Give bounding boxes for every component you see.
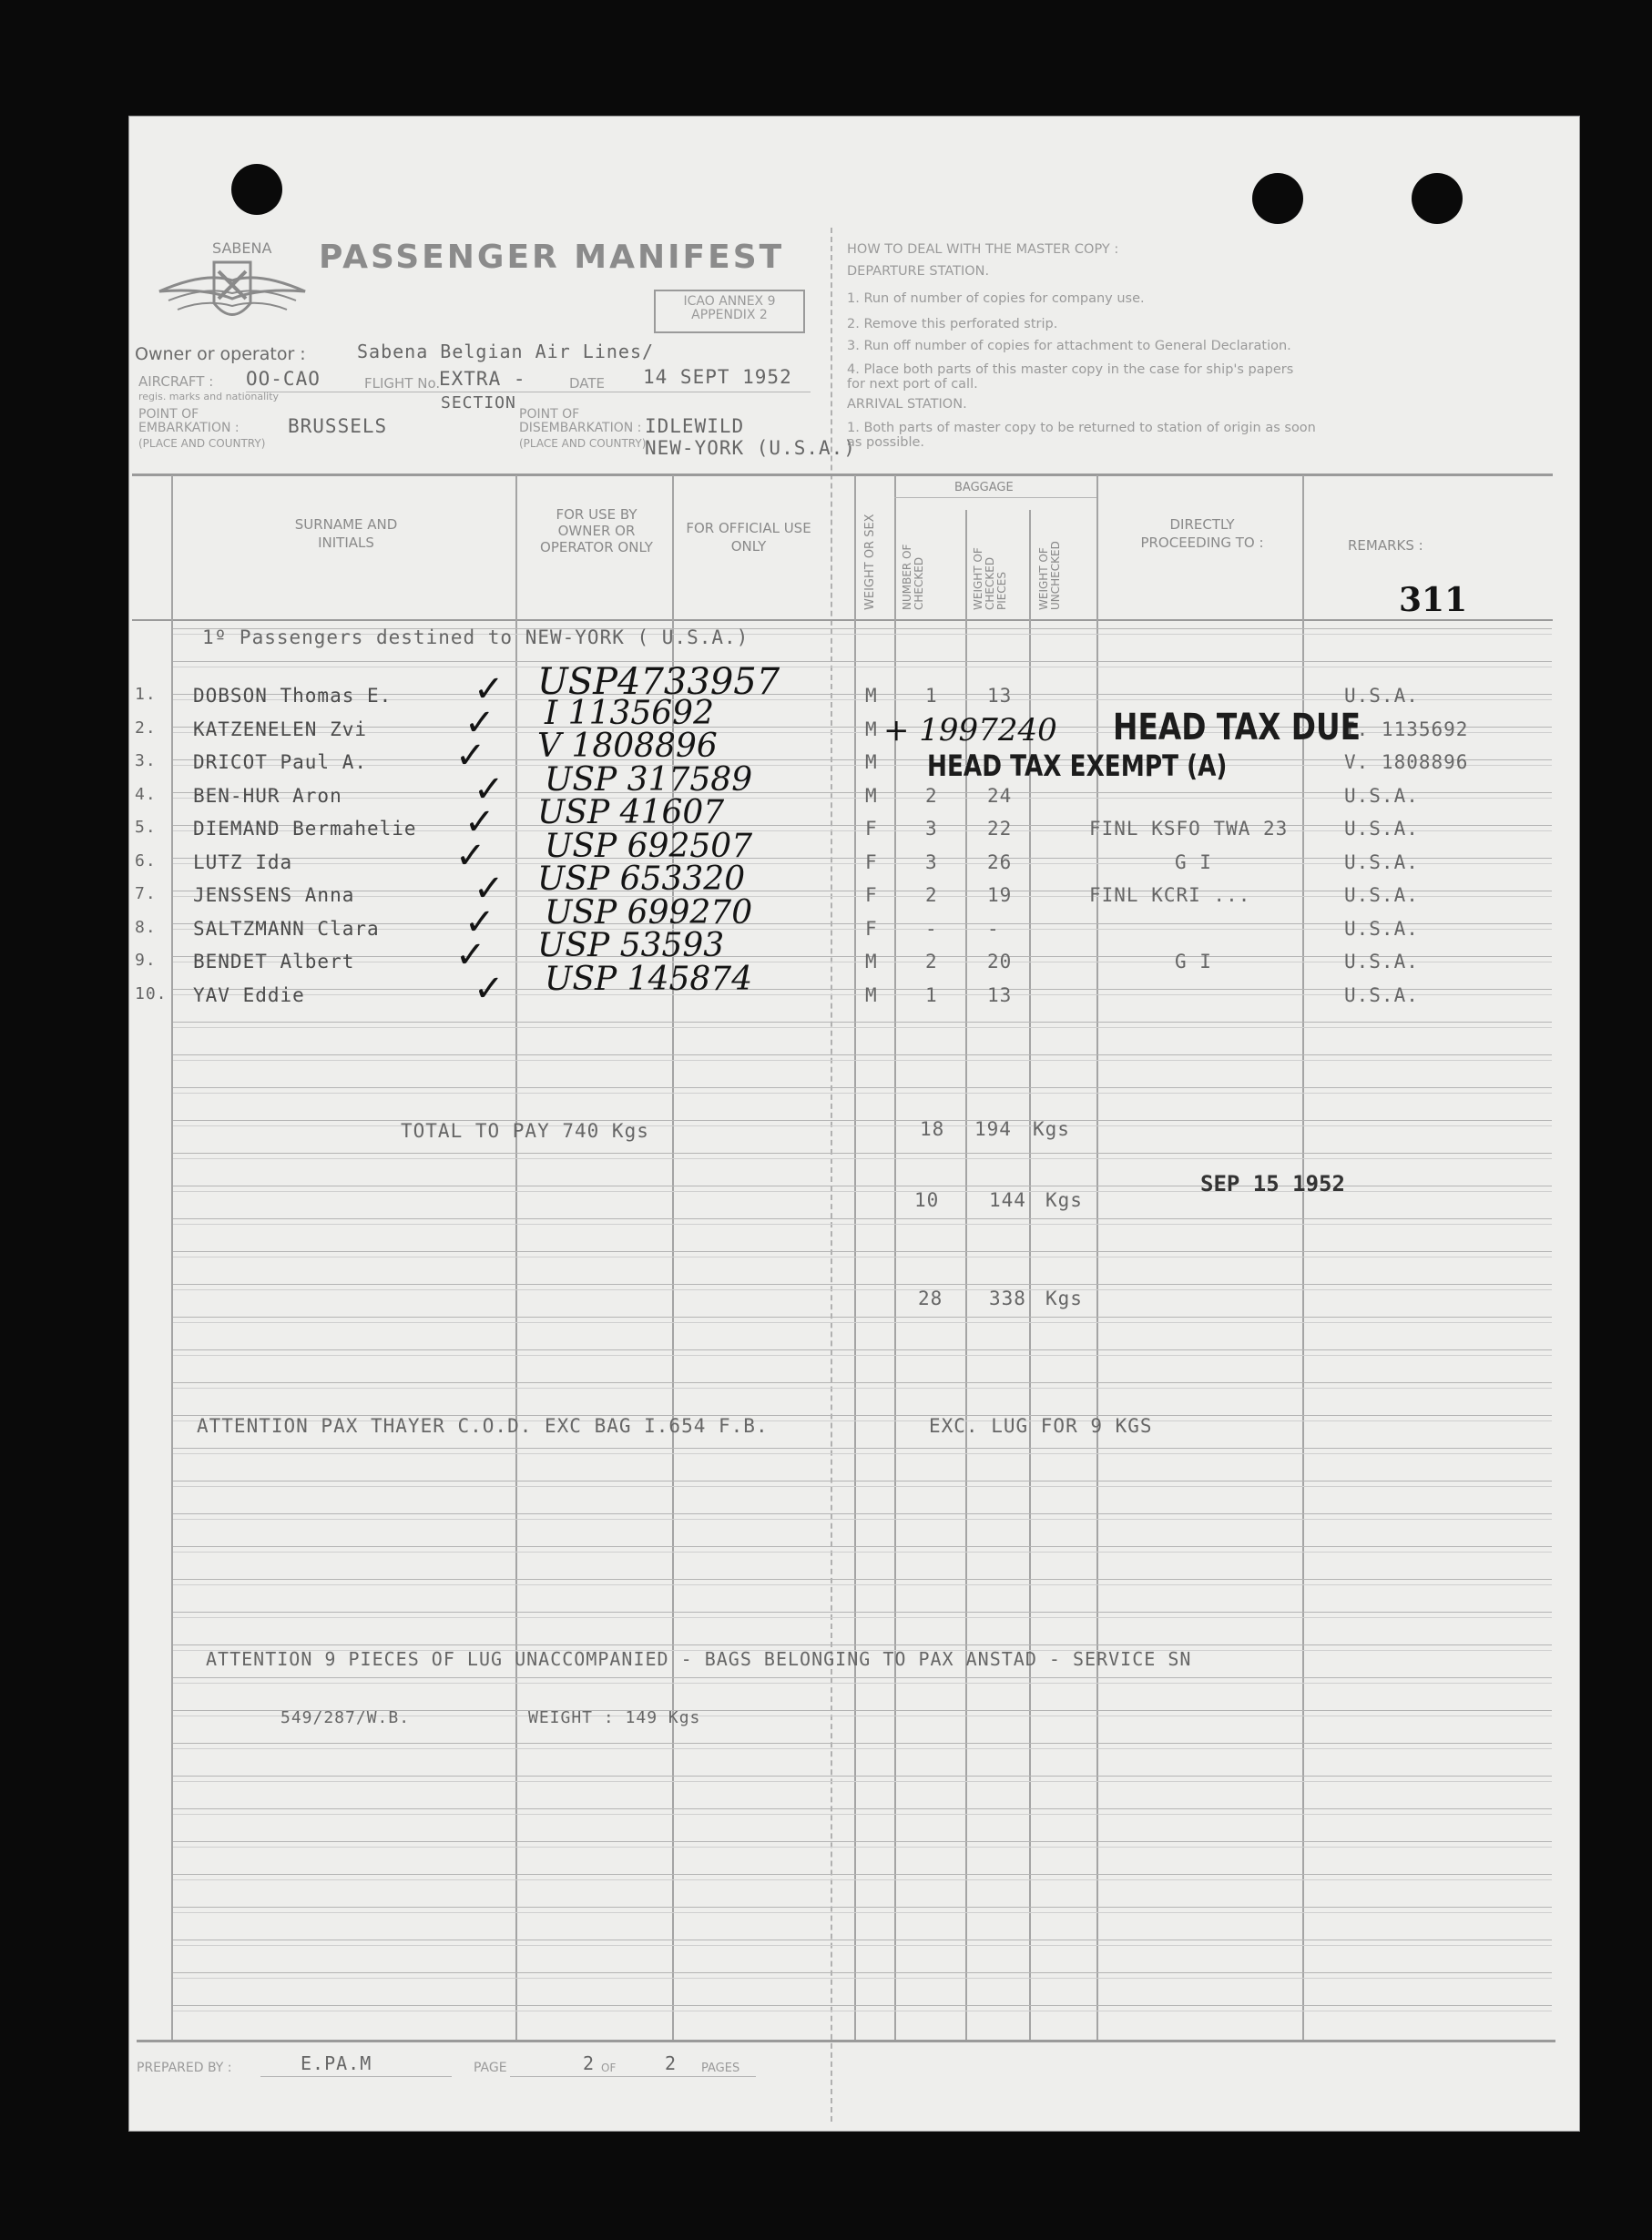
instruction-line: DEPARTURE STATION.: [847, 264, 990, 279]
col-surname: SURNAME AND INITIALS: [294, 516, 398, 551]
attention-note-2c: WEIGHT : 149 Kgs: [528, 1708, 701, 1727]
total-row1-weight: 194: [974, 1118, 1012, 1140]
instruction-line: ARRIVAL STATION.: [847, 397, 967, 412]
proceeding-to: G I: [1175, 951, 1212, 972]
prepared-label: PREPARED BY :: [137, 2061, 232, 2075]
instruction-line: 2. Remove this perforated strip.: [847, 317, 1058, 331]
row-number: 9.: [135, 951, 157, 970]
sabena-logo-icon: [150, 235, 314, 344]
ruled-line: [173, 1322, 1552, 1323]
handwritten-number: + 1997240: [883, 712, 1057, 748]
ruled-line: [173, 1513, 1552, 1514]
handwritten-passport: USP 692507: [545, 828, 753, 865]
col-bag-weight: WEIGHT OF CHECKED PIECES: [972, 547, 1008, 610]
disembark-label: POINT OF DISEMBARKATION :: [519, 407, 642, 435]
ruled-line: [173, 1486, 1552, 1487]
pages-label: PAGES: [701, 2062, 740, 2075]
embark-value: BRUSSELS: [288, 415, 388, 437]
embark-sub: (PLACE AND COUNTRY): [138, 437, 266, 450]
disembark-value: IDLEWILD: [645, 415, 745, 437]
flight-label: FLIGHT No.: [364, 375, 441, 392]
ruled-line: [173, 1644, 1552, 1645]
handwritten-passport: USP 53593: [537, 927, 725, 964]
ruled-line: [173, 1584, 1552, 1585]
row-number: 10.: [135, 984, 168, 1003]
passenger-name: LUTZ Ida: [193, 851, 293, 873]
row-number: 1.: [135, 685, 157, 704]
ruled-line: [173, 1743, 1552, 1744]
ruled-line: [173, 1153, 1552, 1154]
ruled-line: [173, 1912, 1552, 1913]
ruled-line: [173, 1054, 1552, 1055]
instruction-line: 1. Run of number of copies for company use.: [847, 291, 1145, 306]
col-remarks: REMARKS :: [1348, 537, 1423, 554]
bag-weight: 24: [987, 785, 1013, 807]
bag-count: 2: [925, 785, 938, 807]
ruled-line: [173, 2005, 1552, 2006]
section-value: SECTION: [441, 393, 516, 412]
passenger-sex: F: [865, 884, 878, 906]
passenger-remark: U.S.A.: [1344, 818, 1419, 840]
ruled-line: [173, 1552, 1552, 1553]
date-label: DATE: [569, 375, 606, 392]
check-mark-icon: ✓: [464, 901, 495, 943]
handwritten-passport: USP 145874: [545, 961, 753, 998]
bag-count: 2: [925, 884, 938, 906]
passenger-remark: V. 1808896: [1344, 751, 1469, 773]
proceeding-to: FINL KCRI ...: [1089, 884, 1251, 906]
passenger-sex: M: [865, 984, 878, 1006]
total-row3-weight: 338: [989, 1288, 1026, 1309]
row-number: 6.: [135, 851, 157, 871]
punch-hole: [231, 164, 282, 215]
row-number: 2.: [135, 718, 157, 738]
ruled-line: [173, 1847, 1552, 1848]
passenger-name: BENDET Albert: [193, 951, 355, 972]
attention-note-2: ATTENTION 9 PIECES OF LUG UNACCOMPANIED - BAGS BELONGING TO PAX ANSTAD - SERVICE SN: [206, 1648, 1192, 1670]
ruled-line: [173, 1945, 1552, 1946]
attention-note-1: ATTENTION PAX THAYER C.O.D. EXC BAG I.654 F.B.: [197, 1415, 769, 1437]
ruled-line: [173, 1612, 1552, 1613]
table-header-rule: [132, 619, 1553, 621]
icao-appendix: APPENDIX 2: [691, 308, 768, 322]
ruled-line: [173, 1879, 1552, 1880]
head-tax-exempt-stamp: HEAD TAX EXEMPT (A): [927, 748, 1228, 783]
prepared-value: E.PA.M: [301, 2052, 372, 2074]
owner-value: Sabena Belgian Air Lines/: [357, 341, 655, 362]
ruled-line: [173, 1382, 1552, 1383]
page-label: PAGE: [474, 2061, 507, 2075]
ruled-line: [173, 1907, 1552, 1908]
ruled-line: [173, 1284, 1552, 1285]
passenger-name: DRICOT Paul A.: [193, 751, 368, 773]
handwritten-passport: USP 699270: [545, 894, 753, 932]
aircraft-sub: regis. marks and nationality: [138, 391, 280, 402]
bag-weight: 22: [987, 818, 1013, 840]
check-mark-icon: ✓: [455, 934, 486, 976]
ruled-line: [173, 1087, 1552, 1088]
passenger-sex: M: [865, 785, 878, 807]
ruled-line: [173, 1546, 1552, 1547]
ruled-line: [173, 1218, 1552, 1219]
col-official-use: FOR OFFICIAL USE ONLY: [686, 520, 811, 555]
section-heading: 1º Passengers destined to NEW-YORK ( U.S.A.): [202, 626, 750, 648]
ruled-line: [173, 1579, 1552, 1580]
ruled-line: [173, 1355, 1552, 1356]
ruled-line: [173, 1448, 1552, 1449]
date-value: 14 SEPT 1952: [643, 366, 792, 388]
ruled-line: [173, 1841, 1552, 1842]
handwritten-passport: I 1135692: [545, 695, 714, 732]
total-row2-weight: 144: [989, 1189, 1026, 1211]
col-bag-number: NUMBER OF CHECKED: [901, 544, 925, 610]
aircraft-label: AIRCRAFT :: [138, 373, 214, 390]
handwritten-passport: USP 317589: [545, 761, 753, 799]
total-row1-num: 18: [920, 1118, 945, 1140]
icao-reference-box: [654, 290, 805, 333]
ruled-line: [173, 1453, 1552, 1454]
col-proceeding: DIRECTLY PROCEEDING TO :: [1140, 516, 1264, 551]
ruled-line: [173, 1388, 1552, 1389]
bag-weight: -: [987, 918, 1000, 940]
bag-count: -: [925, 918, 938, 940]
ruled-line: [173, 1158, 1552, 1159]
ruled-line: [173, 1781, 1552, 1782]
passenger-name: DOBSON Thomas E.: [193, 685, 393, 707]
ruled-line: [173, 661, 1552, 662]
footer-rule: [137, 2040, 1555, 2042]
passenger-name: KATZENELEN Zvi: [193, 718, 368, 740]
total-row2-unit: Kgs: [1045, 1189, 1083, 1211]
row-number: 7.: [135, 884, 157, 903]
table-top-rule: [132, 473, 1553, 476]
row-number: 3.: [135, 751, 157, 770]
instruction-line: 4. Place both parts of this master copy in the case for ship's papers: [847, 362, 1294, 377]
ruled-line: [173, 1748, 1552, 1749]
instruction-line: 3. Run off number of copies for attachment to General Declaration.: [847, 339, 1291, 353]
punch-hole: [1252, 173, 1303, 224]
row-number: 4.: [135, 785, 157, 804]
ruled-line: [173, 1251, 1552, 1252]
ruled-line: [173, 1027, 1552, 1028]
proceeding-to: G I: [1175, 851, 1212, 873]
ruled-line: [173, 1814, 1552, 1815]
brand-name: SABENA: [212, 239, 272, 257]
passenger-name: YAV Eddie: [193, 984, 305, 1006]
passenger-sex: F: [865, 851, 878, 873]
perforation-line: [831, 228, 832, 2122]
instruction-line: 1. Both parts of master copy to be returned to station of origin as soon: [847, 421, 1316, 435]
passenger-remark: U.S.A.: [1344, 984, 1419, 1006]
bag-count: 3: [925, 818, 938, 840]
punch-hole: [1412, 173, 1463, 224]
col-baggage: BAGGAGE: [954, 481, 1014, 494]
bag-weight: 13: [987, 984, 1013, 1006]
instruction-line: HOW TO DEAL WITH THE MASTER COPY :: [847, 242, 1119, 257]
bag-weight: 13: [987, 685, 1013, 707]
instruction-line: as possible.: [847, 435, 925, 450]
bag-count: 2: [925, 951, 938, 972]
total-row2-num: 10: [914, 1189, 940, 1211]
ruled-line: [173, 1617, 1552, 1618]
check-mark-icon: ✓: [455, 835, 486, 877]
handwritten-passport: USP 653320: [537, 860, 746, 898]
passenger-sex: M: [865, 751, 878, 773]
total-row1-unit: Kgs: [1033, 1118, 1070, 1140]
owner-label: Owner or operator :: [135, 344, 306, 364]
check-mark-icon: ✓: [464, 801, 495, 843]
total-to-pay: TOTAL TO PAY 740 Kgs: [401, 1120, 649, 1142]
ruled-line: [173, 1808, 1552, 1809]
check-mark-icon: ✓: [474, 769, 505, 810]
passenger-sex: M: [865, 951, 878, 972]
passenger-sex: F: [865, 918, 878, 940]
date-stamp: SEP 15 1952: [1200, 1171, 1345, 1196]
check-mark-icon: ✓: [464, 702, 495, 744]
passenger-name: JENSSENS Anna: [193, 884, 355, 906]
ruled-line: [173, 1093, 1552, 1094]
flight-value: EXTRA -: [439, 368, 526, 390]
of-value: 2: [665, 2052, 678, 2074]
passenger-remark: I. 1135692: [1344, 718, 1469, 740]
passenger-name: SALTZMANN Clara: [193, 918, 380, 940]
attention-note-1b: EXC. LUG FOR 9 KGS: [929, 1415, 1153, 1437]
ruled-line: [173, 1349, 1552, 1350]
check-mark-icon: ✓: [474, 968, 505, 1010]
ruled-line: [173, 1125, 1552, 1126]
aircraft-value: OO-CAO: [246, 368, 321, 390]
check-mark-icon: ✓: [474, 668, 505, 710]
passenger-remark: U.S.A.: [1344, 785, 1419, 807]
page-value: 2: [583, 2052, 596, 2074]
passenger-remark: U.S.A.: [1344, 884, 1419, 906]
passenger-name: DIEMAND Bermahelie: [193, 818, 417, 840]
ruled-line: [173, 1317, 1552, 1318]
icao-annex: ICAO ANNEX 9: [683, 294, 776, 309]
passenger-remark: U.S.A.: [1344, 851, 1419, 873]
ruled-line: [173, 1519, 1552, 1520]
ruled-line: [173, 1978, 1552, 1979]
bag-weight: 20: [987, 951, 1013, 972]
bag-count: 1: [925, 685, 938, 707]
head-tax-due-stamp: HEAD TAX DUE: [1113, 707, 1361, 748]
disembark-sub: (PLACE AND COUNTRY): [519, 437, 647, 450]
col-bag-unchecked: WEIGHT OF UNCHECKED: [1037, 541, 1062, 610]
proceeding-to: FINL KSFO TWA 23: [1089, 818, 1289, 840]
ruled-line: [173, 1677, 1552, 1678]
ruled-line: [173, 1683, 1552, 1684]
passenger-remark: U.S.A.: [1344, 918, 1419, 940]
total-row3-num: 28: [918, 1288, 943, 1309]
total-row3-unit: Kgs: [1045, 1288, 1083, 1309]
passenger-sex: F: [865, 818, 878, 840]
ruled-line: [173, 1972, 1552, 1973]
handwritten-passport: V 1808896: [537, 728, 718, 765]
handwritten-passport: USP 41607: [537, 794, 725, 831]
of-label: OF: [601, 2062, 617, 2074]
passenger-remark: U.S.A.: [1344, 685, 1419, 707]
bag-count: 1: [925, 984, 938, 1006]
attention-note-2b: 549/287/W.B.: [280, 1708, 411, 1727]
passenger-name: BEN-HUR Aron: [193, 785, 342, 807]
passenger-remark: U.S.A.: [1344, 951, 1419, 972]
check-mark-icon: ✓: [474, 868, 505, 910]
col-sex: WEIGHT OR SEX: [863, 514, 877, 610]
remark-number: 311: [1399, 581, 1468, 619]
ruled-line: [173, 1776, 1552, 1777]
passenger-sex: M: [865, 718, 878, 740]
bag-weight: 19: [987, 884, 1013, 906]
embark-label: POINT OF EMBARKATION :: [138, 407, 240, 435]
ruled-line: [173, 1120, 1552, 1121]
bag-count: 3: [925, 851, 938, 873]
ruled-line: [173, 1060, 1552, 1061]
col-owner-use: FOR USE BY OWNER OR OPERATOR ONLY: [540, 506, 653, 555]
check-mark-icon: ✓: [455, 735, 486, 777]
disembark-value-2: NEW-YORK (U.S.A.): [645, 437, 856, 459]
passenger-sex: M: [865, 685, 878, 707]
ruled-line: [173, 1874, 1552, 1875]
instruction-line: for next port of call.: [847, 377, 978, 392]
row-number: 5.: [135, 818, 157, 837]
row-number: 8.: [135, 918, 157, 937]
ruled-line: [173, 1289, 1552, 1290]
ruled-line: [173, 1022, 1552, 1023]
ruled-line: [173, 1224, 1552, 1225]
page-title: PASSENGER MANIFEST: [319, 239, 785, 276]
handwritten-passport: USP4733957: [537, 661, 780, 703]
bag-weight: 26: [987, 851, 1013, 873]
